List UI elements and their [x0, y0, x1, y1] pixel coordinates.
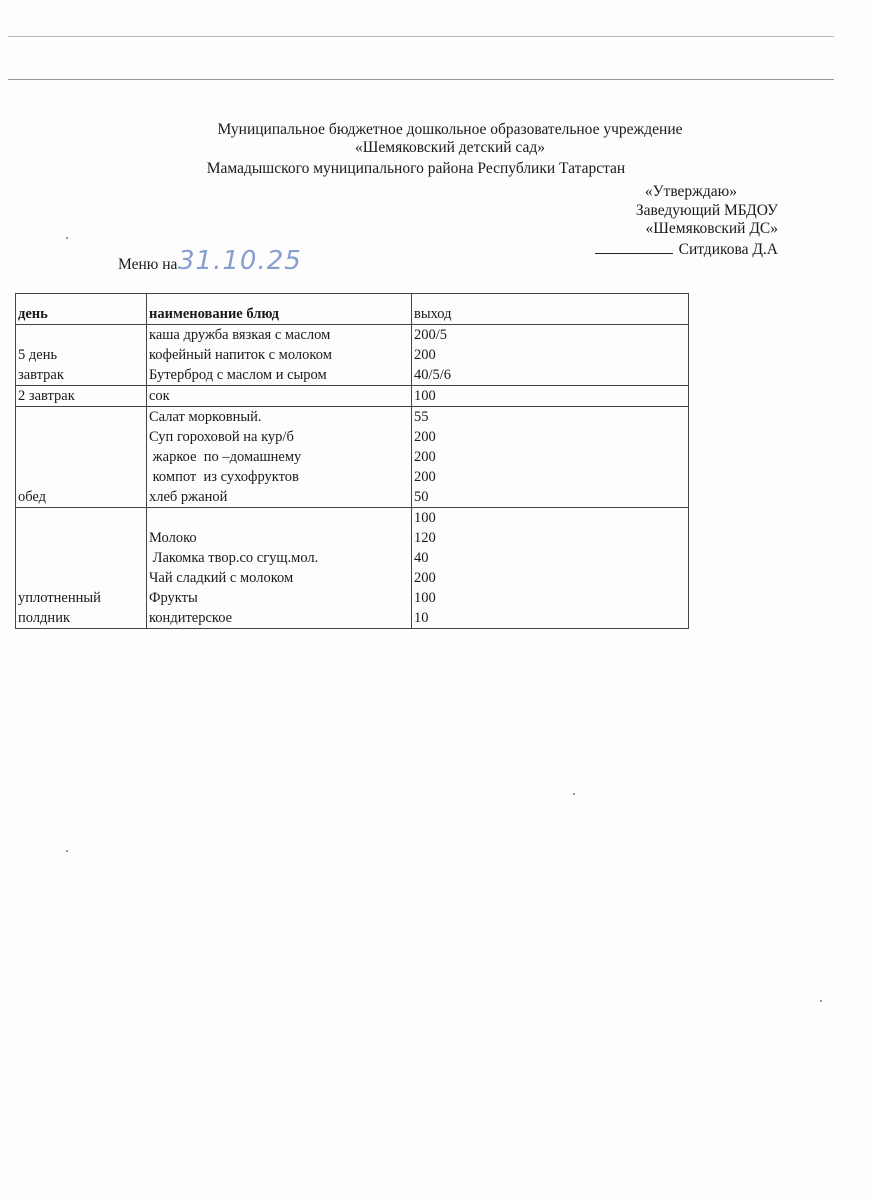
- output-cell: [412, 325, 689, 386]
- menu-label: Меню на: [118, 256, 178, 273]
- meal-label: уплотненный: [18, 590, 101, 606]
- header-day: день: [16, 294, 147, 325]
- scan-edge-line: [8, 79, 834, 80]
- portion-value: 100: [414, 388, 436, 404]
- meal-label: обед: [18, 489, 47, 505]
- dish-name: кофейный напиток с молоком: [149, 347, 332, 363]
- output-cell: [412, 386, 689, 407]
- portion-value: 10: [414, 610, 429, 626]
- approval-signature: [595, 239, 778, 259]
- portion-value: 200: [414, 469, 436, 485]
- meal-label: полдник: [18, 610, 70, 626]
- dish-name: Суп гороховой на кур/б: [149, 429, 294, 445]
- portion-value: 100: [414, 510, 436, 526]
- day-cell: [16, 508, 147, 629]
- dish-name: Лакомка твор.со сгущ.мол.: [149, 550, 319, 566]
- dish-name: Фрукты: [149, 590, 198, 606]
- dish-name: Чай сладкий с молоком: [149, 570, 294, 586]
- portion-value: 40: [414, 550, 429, 566]
- dishes-cell: [147, 407, 412, 508]
- portion-value: 200: [414, 570, 436, 586]
- district-name: Мамадышского муниципального района Республики Татарстан: [206, 160, 626, 177]
- scan-speck: [820, 1000, 822, 1002]
- kindergarten-name: «Шемяковский детский сад»: [355, 139, 545, 156]
- approval-org: «Шемяковский ДС»: [645, 220, 778, 237]
- dishes-cell: [147, 386, 412, 407]
- dish-name: жаркое по –домашнему: [149, 449, 302, 465]
- table-row: [16, 325, 689, 386]
- dish-name: хлеб ржаной: [149, 489, 228, 505]
- approver-name: Ситдикова Д.А: [678, 241, 778, 258]
- approval-position: Заведующий МБДОУ: [635, 202, 778, 219]
- day-cell: [16, 407, 147, 508]
- portion-value: 40/5/6: [414, 367, 452, 383]
- portion-value: 200: [414, 347, 436, 363]
- approval-title: «Утверждаю»: [644, 183, 737, 200]
- table-row: [16, 386, 689, 407]
- dish-name: Бутерброд с маслом и сыром: [149, 367, 327, 383]
- scan-speck: [66, 850, 68, 852]
- portion-value: 100: [414, 590, 436, 606]
- dishes-cell: [147, 508, 412, 629]
- scan-speck: [573, 793, 575, 795]
- dishes-cell: [147, 325, 412, 386]
- menu-date: 31.10.25: [178, 246, 302, 276]
- table-header-row: [16, 294, 689, 325]
- portion-value: 200/5: [414, 327, 448, 343]
- meal-label: завтрак: [18, 367, 64, 383]
- dish-name: кондитерское: [149, 610, 233, 626]
- dish-name: Молоко: [149, 530, 197, 546]
- header-output: выход: [412, 294, 689, 325]
- header-dishes: наименование блюд: [147, 294, 412, 325]
- menu-table: [15, 293, 689, 629]
- table-row: [16, 407, 689, 508]
- output-cell: [412, 407, 689, 508]
- portion-value: 55: [414, 409, 429, 425]
- dish-name: компот из сухофруктов: [149, 469, 299, 485]
- meal-label: 2 завтрак: [18, 388, 75, 404]
- portion-value: 200: [414, 429, 436, 445]
- portion-value: 200: [414, 449, 436, 465]
- portion-value: 120: [414, 530, 436, 546]
- meal-label: 5 день: [18, 347, 58, 363]
- dish-name: каша дружба вязкая с маслом: [149, 327, 331, 343]
- day-cell: [16, 386, 147, 407]
- scan-edge-line: [8, 36, 834, 37]
- dish-name: Салат морковный.: [149, 409, 262, 425]
- dish-name: сок: [149, 388, 170, 404]
- signature-line: [595, 239, 673, 254]
- day-cell: [16, 325, 147, 386]
- portion-value: 50: [414, 489, 429, 505]
- scan-speck: [66, 237, 68, 239]
- output-cell: [412, 508, 689, 629]
- institution-name: Муниципальное бюджетное дошкольное образовательное учреждение: [217, 121, 683, 138]
- table-row: [16, 508, 689, 629]
